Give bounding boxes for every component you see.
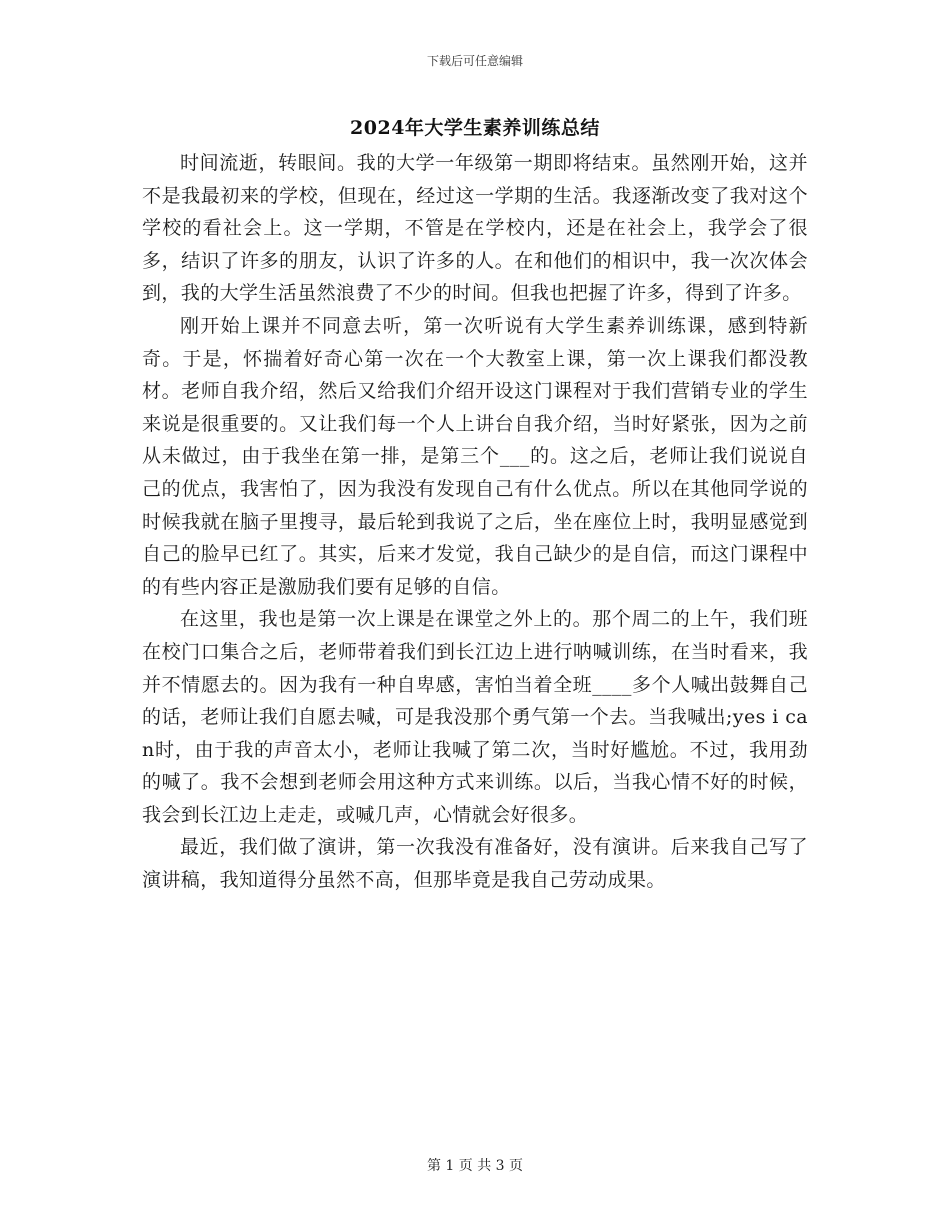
document-title: 2024年大学生素养训练总结: [350, 117, 600, 139]
page-header-note: 下载后可任意编辑: [426, 54, 523, 68]
paragraph-2: 刚开始上课并不同意去听，第一次听说有大学生素养训练课，感到特新奇。于是，怀揣着好奇心第一次在一个大教室上课，第一次上课我们都没教材。老师自我介绍，然后又给我们介绍开设这门课程对于我们营销专业的学生来说是很重要的。又让我们每一个人上讲台自我介绍，当时好紧张，因为之前从未做过，由于我坐在第一排，是第三个___的。这之后，老师让我们说说自己的优点，我害怕了，因为我没有发现自己有什么优点。所以在其他同学说的时候我就在脑子里搜寻，最后轮到我说了之后，坐在座位上时，我明显感觉到自己的脸早已红了。其实，后来才发觉，我自己缺少的是自信，而这门课程中的有些内容正是激励我们要有足够的自信。: [142, 314, 808, 598]
paragraph-1: 时间流逝，转眼间。我的大学一年级第一期即将结束。虽然刚开始，这并不是我最初来的学校，但现在，经过这一学期的生活。我逐渐改变了我对这个学校的看社会上。这一学期，不管是在学校内，还是在社会上，我学会了很多，结识了许多的朋友，认识了许多的人。在和他们的相识中，我一次次体会到，我的大学生活虽然浪费了不少的时间。但我也把握了许多，得到了许多。: [142, 152, 808, 305]
paragraph-4: 最近，我们做了演讲，第一次我没有准备好，没有演讲。后来我自己写了演讲稿，我知道得分虽然不高，但那毕竟是我自己劳动成果。: [142, 836, 808, 892]
document-body: [142, 147, 808, 897]
page-number: 第 1 页 共 3 页: [426, 1158, 524, 1174]
paragraph-3: 在这里，我也是第一次上课是在课堂之外上的。那个周二的上午，我们班在校门口集合之后，老师带着我们到长江边上进行呐喊训练，在当时看来，我并不情愿去的。因为我有一种自卑感，害怕当着全班____多个人喊出鼓舞自己的话，老师让我们自愿去喊，可是我没那个勇气第一个去。当我喊出;yes i can时，由于我的声音太小，老师让我喊了第二次，当时好尴尬。不过，我用劲的喊了。我不会想到老师会用这种方式来训练。以后，当我心情不好的时候，我会到长江边上走走，或喊几声，心情就会好很多。: [142, 608, 808, 826]
